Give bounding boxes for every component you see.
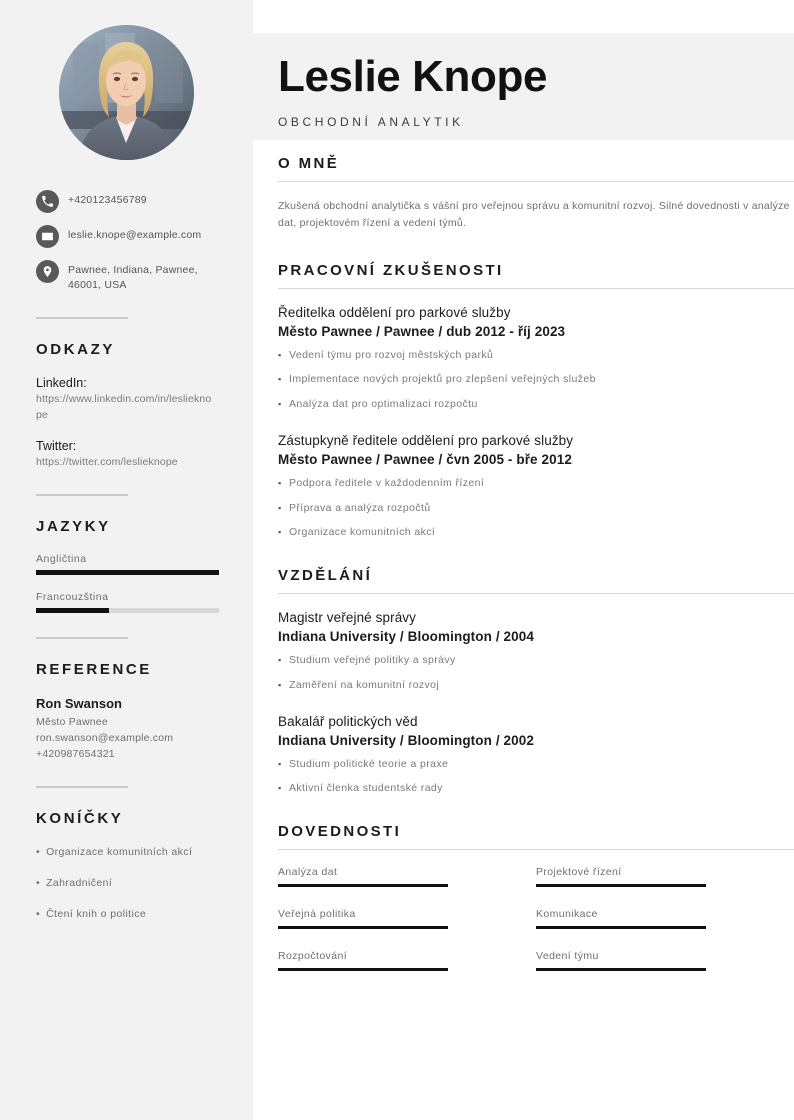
- hobby-text: Organizace komunitních akcí: [46, 846, 193, 859]
- skill-name: Analýza dat: [278, 866, 338, 879]
- skill-bar: [278, 884, 448, 887]
- skills-grid: [278, 866, 794, 992]
- section-hobbies: [36, 810, 217, 921]
- references-heading: REFERENCE: [36, 661, 152, 679]
- education-entry: [278, 610, 794, 694]
- skill-item: [536, 908, 794, 929]
- sidebar: [0, 0, 253, 1120]
- profile-photo: [59, 25, 194, 160]
- bullet-icon: ▪: [278, 477, 282, 488]
- sidebar-divider-3: [36, 637, 128, 639]
- entry-meta: Indiana University / Bloomington / 2002: [278, 732, 534, 748]
- about-text: Zkušená obchodní analytička s vášní pro veřejnou správu a komunitní rozvoj. Silné dovednosti v analýze dat, projektovém řízení a vedení týmů.: [278, 200, 790, 229]
- entry-meta: Město Pawnee / Pawnee / čvn 2005 - bře 2012: [278, 451, 572, 467]
- hobbies-heading: KONÍČKY: [36, 810, 124, 828]
- hobby-text: Zahradničení: [46, 877, 113, 890]
- location-pin-icon: [36, 260, 59, 283]
- skill-name: Komunikace: [536, 908, 598, 921]
- entry-meta: Indiana University / Bloomington / 2004: [278, 629, 534, 645]
- reference-name: Ron Swanson: [36, 696, 122, 712]
- bullet-icon: ▪: [278, 655, 282, 666]
- bullet-icon: ▪: [278, 527, 282, 538]
- skill-name: Rozpočtování: [278, 950, 348, 963]
- page-title: Leslie Knope: [278, 52, 548, 101]
- languages-heading: JAZYKY: [36, 518, 111, 536]
- skill-item: [278, 950, 536, 971]
- contact-list: [36, 190, 217, 293]
- entry-title: Ředitelka oddělení pro parkové služby: [278, 304, 511, 320]
- bullet-item: [278, 348, 794, 364]
- skill-bar: [536, 884, 706, 887]
- experience-heading: PRACOVNÍ ZKUŠENOSTI: [278, 261, 504, 279]
- language-name: Francouzština: [36, 591, 109, 604]
- about-heading: O MNĚ: [278, 155, 340, 172]
- bullet-icon: •: [36, 907, 41, 920]
- bullet-icon: ▪: [278, 679, 282, 690]
- bullet-text: Podpora ředitele v každodenním řízení: [289, 476, 485, 489]
- education-entry: [278, 714, 794, 798]
- section-skills: [278, 823, 794, 992]
- bullet-item: [278, 501, 794, 517]
- section-languages: [36, 518, 217, 613]
- twitter-label: Twitter:: [36, 438, 77, 453]
- bullet-text: Příprava a analýza rozpočtů: [289, 501, 431, 514]
- twitter-url[interactable]: https://twitter.com/leslieknope: [36, 455, 178, 468]
- bullet-item: [278, 653, 794, 669]
- skill-bar: [278, 926, 448, 929]
- bullet-icon: •: [36, 877, 41, 890]
- bullet-icon: ▪: [278, 783, 282, 794]
- bullet-text: Vedení týmu pro rozvoj městských parků: [289, 348, 494, 361]
- bullet-item: [278, 781, 794, 797]
- skill-item: [536, 950, 794, 971]
- list-item: [36, 876, 217, 891]
- sidebar-divider-4: [36, 786, 128, 788]
- linkedin-label: LinkedIn:: [36, 376, 87, 391]
- bullet-icon: ▪: [278, 399, 282, 410]
- main-body: [278, 155, 794, 1018]
- entry-title: Magistr veřejné správy: [278, 610, 416, 626]
- bullet-icon: ▪: [278, 502, 282, 513]
- bullet-item: [278, 757, 794, 773]
- section-about: [278, 155, 794, 232]
- contact-address-text: Pawnee, Indiana, Pawnee, 46001, USA: [68, 264, 198, 292]
- avatar: [59, 25, 194, 160]
- entry-title: Zástupkyně ředitele oddělení pro parkové služby: [278, 432, 574, 448]
- bullet-text: Implementace nových projektů pro zlepšení veřejných služeb: [289, 373, 596, 386]
- skill-item: [278, 908, 536, 929]
- bullet-icon: ▪: [278, 374, 282, 385]
- skill-item: [278, 866, 536, 887]
- hobby-text: Čtení knih o politice: [46, 907, 147, 920]
- bullet-item: [278, 397, 794, 413]
- envelope-icon: [36, 225, 59, 248]
- main-content: [253, 0, 794, 1120]
- contact-email-text: leslie.knope@example.com: [68, 229, 202, 241]
- contact-address[interactable]: [36, 260, 217, 293]
- bullet-text: Organizace komunitních akcí: [289, 526, 436, 539]
- skill-name: Veřejná politika: [278, 908, 356, 921]
- language-fill: [36, 570, 219, 575]
- list-item: [36, 845, 217, 860]
- language-fill: [36, 608, 109, 613]
- profile-photo-image: [59, 25, 194, 160]
- list-item: [36, 907, 217, 922]
- bullet-text: Aktivní členka studentské rady: [289, 782, 443, 795]
- language-name: Angličtina: [36, 553, 87, 566]
- section-links: [36, 341, 217, 470]
- reference-item: [36, 696, 217, 762]
- experience-entry: [278, 433, 794, 541]
- skill-bar: [536, 926, 706, 929]
- reference-company: Město Pawnee: [36, 716, 108, 729]
- bullet-icon: •: [36, 846, 41, 859]
- header-band: [253, 33, 794, 140]
- bullet-text: Analýza dat pro optimalizaci rozpočtu: [289, 398, 478, 411]
- section-rule: [278, 288, 794, 289]
- entry-title: Bakalář politických věd: [278, 713, 418, 729]
- language-track: [36, 570, 219, 575]
- section-education: [278, 567, 794, 797]
- link-item: [36, 376, 217, 422]
- linkedin-url[interactable]: https://www.linkedin.com/in/leslieknope: [36, 393, 212, 421]
- job-role-subtitle: OBCHODNÍ ANALYTIK: [278, 115, 464, 129]
- skill-bar: [536, 968, 706, 971]
- skill-bar: [278, 968, 448, 971]
- entry-meta: Město Pawnee / Pawnee / dub 2012 - říj 2023: [278, 323, 566, 339]
- sidebar-divider-1: [36, 317, 128, 319]
- contact-phone-text: +420123456789: [68, 194, 147, 206]
- links-heading: ODKAZY: [36, 341, 115, 359]
- skill-name: Vedení týmu: [536, 950, 599, 963]
- phone-icon: [36, 190, 59, 213]
- bullet-item: [278, 372, 794, 388]
- education-heading: VZDĚLÁNÍ: [278, 567, 373, 585]
- link-item: [36, 439, 217, 470]
- skill-item: [536, 866, 794, 887]
- bullet-text: Zaměření na komunitní rozvoj: [289, 678, 440, 691]
- reference-email[interactable]: ron.swanson@example.com: [36, 731, 174, 744]
- bullet-item: [278, 525, 794, 541]
- reference-phone[interactable]: +420987654321: [36, 747, 115, 760]
- bullet-text: Studium politické teorie a praxe: [289, 757, 449, 770]
- section-experience: [278, 262, 794, 542]
- skill-name: Projektové řízení: [536, 866, 622, 879]
- section-rule: [278, 593, 794, 594]
- contact-email[interactable]: [36, 225, 217, 248]
- section-rule: [278, 181, 794, 182]
- bullet-text: Studium veřejné politiky a správy: [289, 654, 456, 667]
- bullet-item: [278, 476, 794, 492]
- skills-heading: DOVEDNOSTI: [278, 823, 402, 841]
- section-rule: [278, 849, 794, 850]
- bullet-item: [278, 678, 794, 694]
- language-item: [36, 591, 217, 613]
- sidebar-divider-2: [36, 494, 128, 496]
- language-track: [36, 608, 219, 613]
- bullet-icon: ▪: [278, 349, 282, 360]
- contact-phone[interactable]: [36, 190, 217, 213]
- section-references: [36, 661, 217, 762]
- language-item: [36, 553, 217, 575]
- experience-entry: [278, 305, 794, 413]
- bullet-icon: ▪: [278, 758, 282, 769]
